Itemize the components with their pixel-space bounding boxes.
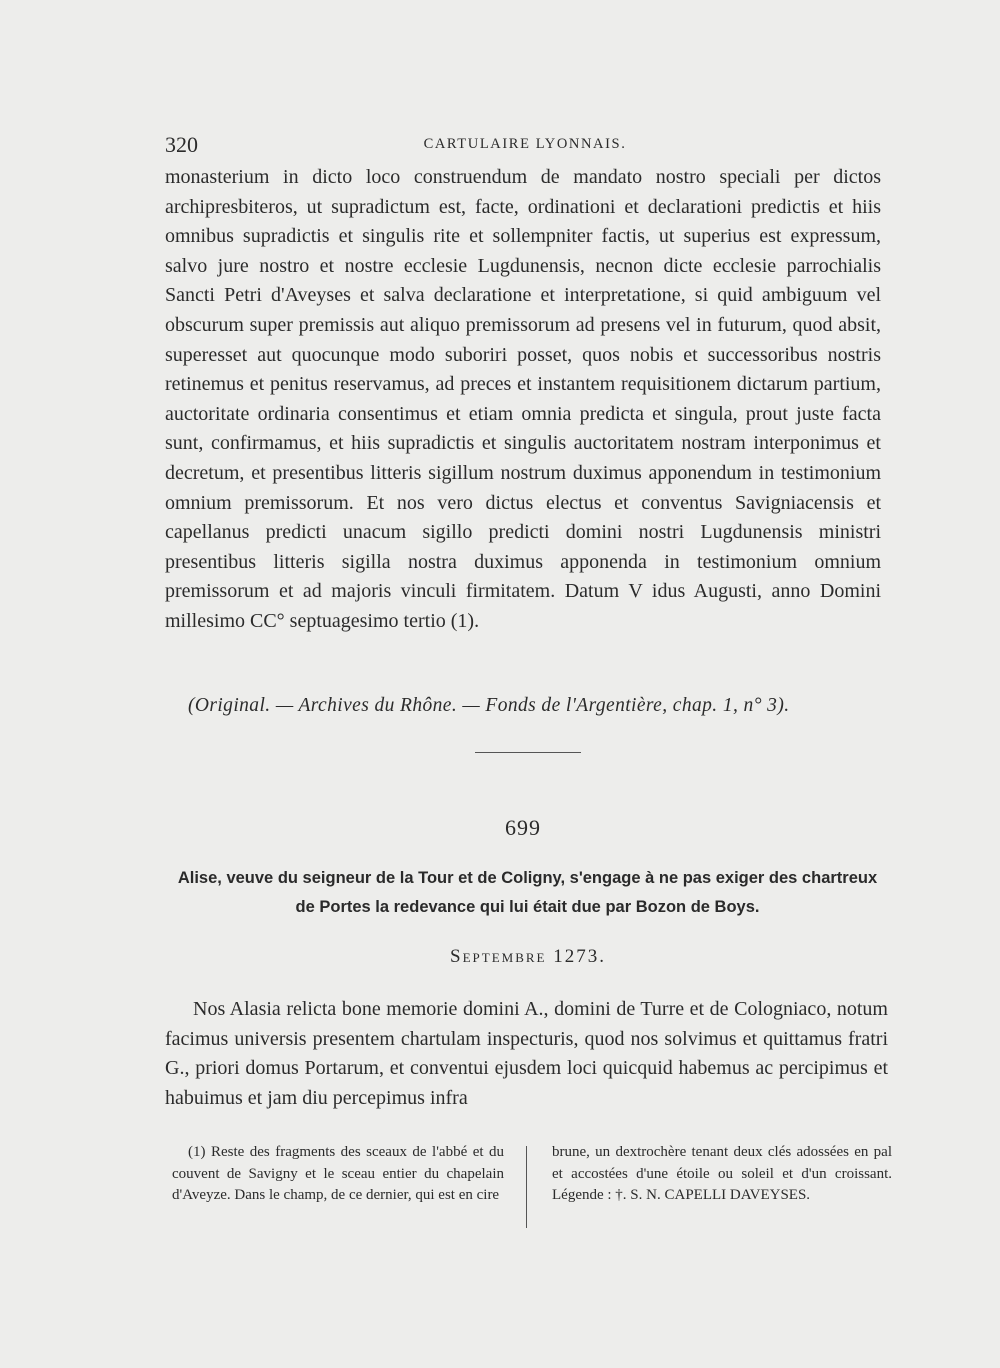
charter-summary: Alise, veuve du seigneur de la Tour et de Coligny, s'engage à ne pas exiger des chartreux de Portes la redevance qui lui était due par Bozon de Boys. [177, 869, 878, 916]
charter-paragraph: Nos Alasia relicta bone memorie domini A., domini de Turre et de Cologniaco, notum facimus universis presentem chartulam inspecturis, quod nos solvimus et quittamus fratri G., priori domus Portarum, et conventui ejusdem loci quicquid habemus ac percipimus et habuimus et jam diu percepimus infra [165, 998, 888, 1109]
running-head [165, 132, 885, 158]
charter-number: 699 [505, 815, 541, 840]
body-text [165, 163, 881, 637]
footnote-1-part-1: (1) Reste des fragments des sceaux de l'abbé et du couvent de Savigny et le sceau entier du chapelain d'Aveyze. Dans le champ, de ce dernier, qui est en cire [172, 1144, 504, 1203]
source-note: (Original. — Archives du Rhône. — Fonds de l'Argentière, chap. 1, n° 3). [188, 695, 790, 716]
section-divider [475, 752, 581, 753]
running-title: CARTULAIRE LYONNAIS. [423, 136, 627, 152]
body-paragraph: monasterium in dicto loco construendum de mandato nostro speciali per dictos archipresbiteros, ut supradictum est, facte, ordinationi et declarationi predictis et hiis omnibus supradictis et singulis rite et sollempniter factis, ut superius est expressum, salvo jure nostro et nostre ecclesie Lugdunensis, necnon dicte ecclesie parrochialis Sancti Petri d'Aveyses et salva declaratione et interpretatione, si quid ambiguum vel obscurum super premissis aut aliquo premissorum ad presens vel in futurum, quod absit, superesset aut quocunque modo suboriri posset, quos nobis et successoribus nostris retinemus et penitus reservamus, ad preces et instantem requisitionem dictarum partium, auctoritate ordinaria consentimus et etiam omnia predicta et singula, prout juste facta sunt, confirmamus, et hiis supradictis et singulis auctoritatem nostram interponimus et decretum, et presentibus litteris sigillum nostrum duximus apponendum in testimonium omnium premissorum. Et nos vero dictus electus et conventus Savigniacensis et capellanus predicti unacum sigillo predicti domini nostri Lugdunensis ministri presentibus litteris sigilla nostra duximus apponenda in testimonium omnium premissorum et ad majoris vinculi firmitatem. Datum V idus Augusti, anno Domini millesimo CC° septuagesimo tertio (1). [165, 166, 881, 632]
footnote-1-part-2: brune, un dextrochère tenant deux clés adossées en pal et accostées d'une étoile ou soleil et d'un croissant. Légende : †. S. N. CAPELLI DAVEYSES. [552, 1144, 892, 1203]
footnote-left-column [172, 1142, 504, 1207]
page-number: 320 [165, 132, 198, 157]
footnote-right-column [552, 1142, 892, 1207]
charter-date: Septembre 1273. [450, 946, 606, 967]
footnote-column-divider [526, 1146, 527, 1228]
footnotes [172, 1142, 892, 1230]
charter-text [165, 995, 888, 1113]
